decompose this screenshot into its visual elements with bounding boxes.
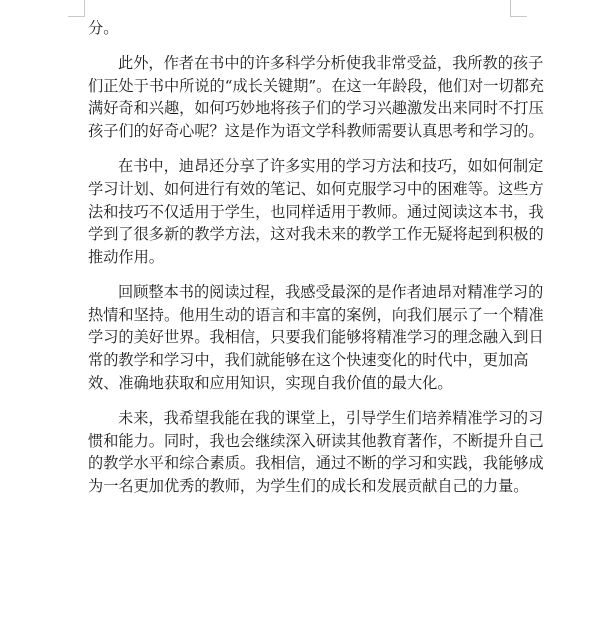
paragraph-reflection [88, 281, 544, 394]
paragraph-continuation [88, 17, 518, 40]
paragraph-science-analysis [88, 52, 544, 143]
text-line: 为一名更加优秀的教师，为学生们的成长和发展贡献自己的力量。 [88, 476, 529, 495]
text-line: 们正处于书中所说的“成长关键期”。在这一年龄段，他们对一切都充 [88, 76, 544, 95]
text-line: 回顾整本书的阅读过程，我感受最深的是作者迪昂对精准学习的 [118, 283, 544, 302]
page-corner-mark-left [68, 0, 85, 17]
text-line: 在书中，迪昂还分享了许多实用的学习方法和技巧，如如何制定 [118, 157, 544, 176]
text-line: 学习的美好世界。我相信，只要我们能够将精准学习的理念融入到日 [88, 328, 544, 347]
text-line: 常的教学和学习中，我们就能够在这个快速变化的时代中，更加高 [88, 351, 529, 370]
text-line: 孩子们的好奇心呢？这是作为语文学科教师需要认真思考和学习的。 [88, 122, 544, 141]
text-line: 惯和能力。同时，我也会继续深入研读其他教育著作，不断提升自己 [88, 431, 544, 450]
paragraph-future [88, 407, 544, 498]
text-line: 效、准确地获取和应用知识，实现自我价值的最大化。 [88, 373, 453, 392]
document-body [88, 17, 544, 498]
text-line: 学习计划、如何进行有效的笔记、如何克服学习中的困难等。这些方 [88, 179, 544, 198]
text-line: 未来，我希望我能在我的课堂上，引导学生们培养精准学习的习 [118, 408, 544, 427]
text-line: 分。 [88, 19, 119, 37]
text-line: 热情和坚持。他用生动的语言和丰富的案例，向我们展示了一个精准 [88, 305, 544, 324]
page-corner-mark-right [510, 0, 527, 17]
text-line: 满好奇和兴趣，如何巧妙地将孩子们的学习兴趣激发出来同时不打压 [88, 99, 544, 118]
text-line: 的教学水平和综合素质。我相信，通过不断的学习和实践，我能够成 [88, 454, 544, 473]
text-line: 法和技巧不仅适用于学生，也同样适用于教师。通过阅读这本书，我 [88, 202, 544, 221]
text-line: 推动作用。 [88, 247, 164, 266]
paragraph-learning-methods [88, 155, 544, 268]
text-line: 学到了很多新的教学方法，这对我未来的教学工作无疑将起到积极的 [88, 225, 544, 244]
text-line: 此外，作者在书中的许多科学分析使我非常受益，我所教的孩子 [118, 54, 544, 73]
